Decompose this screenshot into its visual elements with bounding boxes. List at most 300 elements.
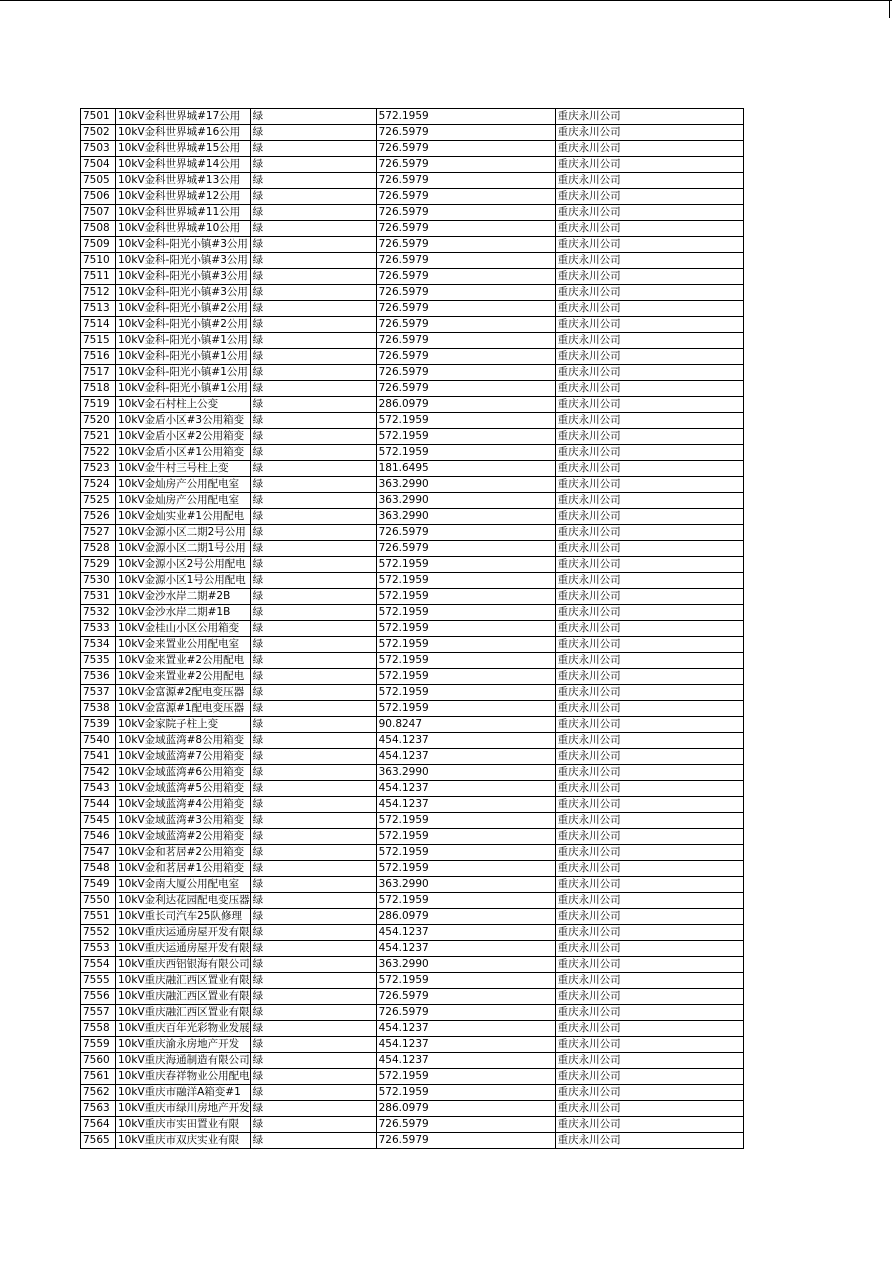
table-row xyxy=(81,765,744,781)
value-cell: 454.1237 xyxy=(376,1037,555,1053)
row-id-cell: 7531 xyxy=(81,589,116,605)
name-cell: 10kV金科-阳光小镇#1公用 xyxy=(116,333,251,349)
name-cell: 10kV重庆市绿川房地产开发 xyxy=(116,1101,251,1117)
color-cell: 绿 xyxy=(250,189,376,205)
row-id-cell: 7545 xyxy=(81,813,116,829)
company-cell: 重庆永川公司 xyxy=(555,221,743,237)
row-id-cell: 7528 xyxy=(81,541,116,557)
name-cell: 10kV金盾小区#1公用箱变 xyxy=(116,445,251,461)
row-id-cell: 7529 xyxy=(81,557,116,573)
name-cell: 10kV金南大厦公用配电室 xyxy=(116,877,251,893)
company-cell: 重庆永川公司 xyxy=(555,893,743,909)
value-cell: 572.1959 xyxy=(376,573,555,589)
name-cell: 10kV金域蓝湾#8公用箱变 xyxy=(116,733,251,749)
value-cell: 726.5979 xyxy=(376,317,555,333)
value-cell: 572.1959 xyxy=(376,1085,555,1101)
row-id-cell: 7522 xyxy=(81,445,116,461)
company-cell: 重庆永川公司 xyxy=(555,637,743,653)
company-cell: 重庆永川公司 xyxy=(555,525,743,541)
row-id-cell: 7523 xyxy=(81,461,116,477)
row-id-cell: 7504 xyxy=(81,157,116,173)
name-cell: 10kV重长司汽车25队修理 xyxy=(116,909,251,925)
company-cell: 重庆永川公司 xyxy=(555,285,743,301)
name-cell: 10kV重庆市实田置业有限 xyxy=(116,1117,251,1133)
color-cell: 绿 xyxy=(250,381,376,397)
color-cell: 绿 xyxy=(250,941,376,957)
company-cell: 重庆永川公司 xyxy=(555,1085,743,1101)
row-id-cell: 7525 xyxy=(81,493,116,509)
color-cell: 绿 xyxy=(250,509,376,525)
value-cell: 572.1959 xyxy=(376,685,555,701)
color-cell: 绿 xyxy=(250,429,376,445)
company-cell: 重庆永川公司 xyxy=(555,685,743,701)
color-cell: 绿 xyxy=(250,781,376,797)
company-cell: 重庆永川公司 xyxy=(555,1005,743,1021)
company-cell: 重庆永川公司 xyxy=(555,301,743,317)
name-cell: 10kV重庆海通制造有限公司 xyxy=(116,1053,251,1069)
table-row xyxy=(81,1117,744,1133)
company-cell: 重庆永川公司 xyxy=(555,141,743,157)
row-id-cell: 7555 xyxy=(81,973,116,989)
company-cell: 重庆永川公司 xyxy=(555,813,743,829)
name-cell: 10kV金利达花园配电变压器 xyxy=(116,893,251,909)
value-cell: 286.0979 xyxy=(376,1101,555,1117)
row-id-cell: 7513 xyxy=(81,301,116,317)
color-cell: 绿 xyxy=(250,157,376,173)
value-cell: 572.1959 xyxy=(376,1069,555,1085)
company-cell: 重庆永川公司 xyxy=(555,797,743,813)
color-cell: 绿 xyxy=(250,733,376,749)
value-cell: 726.5979 xyxy=(376,253,555,269)
company-cell: 重庆永川公司 xyxy=(555,589,743,605)
color-cell: 绿 xyxy=(250,557,376,573)
value-cell: 726.5979 xyxy=(376,205,555,221)
row-id-cell: 7557 xyxy=(81,1005,116,1021)
table-body xyxy=(81,109,744,1149)
table-row xyxy=(81,957,744,973)
name-cell: 10kV金灿实业#1公用配电 xyxy=(116,509,251,525)
row-id-cell: 7552 xyxy=(81,925,116,941)
company-cell: 重庆永川公司 xyxy=(555,317,743,333)
table-row xyxy=(81,1085,744,1101)
value-cell: 572.1959 xyxy=(376,861,555,877)
company-cell: 重庆永川公司 xyxy=(555,253,743,269)
company-cell: 重庆永川公司 xyxy=(555,333,743,349)
row-id-cell: 7544 xyxy=(81,797,116,813)
table-row xyxy=(81,845,744,861)
value-cell: 286.0979 xyxy=(376,397,555,413)
color-cell: 绿 xyxy=(250,1101,376,1117)
row-id-cell: 7517 xyxy=(81,365,116,381)
row-id-cell: 7547 xyxy=(81,845,116,861)
name-cell: 10kV金科世界城#16公用 xyxy=(116,125,251,141)
table-row xyxy=(81,541,744,557)
row-id-cell: 7518 xyxy=(81,381,116,397)
value-cell: 181.6495 xyxy=(376,461,555,477)
company-cell: 重庆永川公司 xyxy=(555,557,743,573)
company-cell: 重庆永川公司 xyxy=(555,413,743,429)
value-cell: 363.2990 xyxy=(376,877,555,893)
color-cell: 绿 xyxy=(250,861,376,877)
row-id-cell: 7543 xyxy=(81,781,116,797)
row-id-cell: 7527 xyxy=(81,525,116,541)
color-cell: 绿 xyxy=(250,1069,376,1085)
table-row xyxy=(81,397,744,413)
color-cell: 绿 xyxy=(250,829,376,845)
company-cell: 重庆永川公司 xyxy=(555,605,743,621)
value-cell: 572.1959 xyxy=(376,813,555,829)
value-cell: 454.1237 xyxy=(376,1053,555,1069)
row-id-cell: 7549 xyxy=(81,877,116,893)
row-id-cell: 7511 xyxy=(81,269,116,285)
name-cell: 10kV金家院子柱上变 xyxy=(116,717,251,733)
table-row xyxy=(81,893,744,909)
value-cell: 726.5979 xyxy=(376,141,555,157)
name-cell: 10kV金域蓝湾#6公用箱变 xyxy=(116,765,251,781)
table-row xyxy=(81,109,744,125)
name-cell: 10kV金域蓝湾#4公用箱变 xyxy=(116,797,251,813)
value-cell: 572.1959 xyxy=(376,621,555,637)
company-cell: 重庆永川公司 xyxy=(555,973,743,989)
row-id-cell: 7510 xyxy=(81,253,116,269)
table-row xyxy=(81,973,744,989)
value-cell: 726.5979 xyxy=(376,1133,555,1149)
row-id-cell: 7516 xyxy=(81,349,116,365)
color-cell: 绿 xyxy=(250,605,376,621)
row-id-cell: 7501 xyxy=(81,109,116,125)
color-cell: 绿 xyxy=(250,701,376,717)
name-cell: 10kV金沙水岸二期#2B xyxy=(116,589,251,605)
table-row xyxy=(81,669,744,685)
row-id-cell: 7508 xyxy=(81,221,116,237)
row-id-cell: 7548 xyxy=(81,861,116,877)
name-cell: 10kV金科世界城#15公用 xyxy=(116,141,251,157)
company-cell: 重庆永川公司 xyxy=(555,1021,743,1037)
table-row xyxy=(81,1133,744,1149)
table-row xyxy=(81,989,744,1005)
table-row xyxy=(81,733,744,749)
table-row xyxy=(81,157,744,173)
table-row xyxy=(81,413,744,429)
company-cell: 重庆永川公司 xyxy=(555,381,743,397)
row-id-cell: 7515 xyxy=(81,333,116,349)
color-cell: 绿 xyxy=(250,317,376,333)
name-cell: 10kV金富源#2配电变压器 xyxy=(116,685,251,701)
value-cell: 363.2990 xyxy=(376,765,555,781)
color-cell: 绿 xyxy=(250,1005,376,1021)
value-cell: 286.0979 xyxy=(376,909,555,925)
color-cell: 绿 xyxy=(250,989,376,1005)
value-cell: 726.5979 xyxy=(376,285,555,301)
value-cell: 726.5979 xyxy=(376,333,555,349)
table-row xyxy=(81,509,744,525)
name-cell: 10kV重庆春祥物业公用配电 xyxy=(116,1069,251,1085)
value-cell: 726.5979 xyxy=(376,189,555,205)
table-row xyxy=(81,925,744,941)
table-row xyxy=(81,125,744,141)
company-cell: 重庆永川公司 xyxy=(555,477,743,493)
table-row xyxy=(81,285,744,301)
table-row xyxy=(81,797,744,813)
color-cell: 绿 xyxy=(250,541,376,557)
name-cell: 10kV金科世界城#14公用 xyxy=(116,157,251,173)
name-cell: 10kV金科世界城#17公用 xyxy=(116,109,251,125)
row-id-cell: 7563 xyxy=(81,1101,116,1117)
row-id-cell: 7558 xyxy=(81,1021,116,1037)
value-cell: 726.5979 xyxy=(376,541,555,557)
row-id-cell: 7524 xyxy=(81,477,116,493)
row-id-cell: 7509 xyxy=(81,237,116,253)
value-cell: 572.1959 xyxy=(376,845,555,861)
name-cell: 10kV金源小区二期2号公用 xyxy=(116,525,251,541)
data-table xyxy=(80,108,744,1149)
value-cell: 572.1959 xyxy=(376,653,555,669)
company-cell: 重庆永川公司 xyxy=(555,1101,743,1117)
color-cell: 绿 xyxy=(250,525,376,541)
table-row xyxy=(81,461,744,477)
name-cell: 10kV重庆百年光彩物业发展 xyxy=(116,1021,251,1037)
table-row xyxy=(81,653,744,669)
table-row xyxy=(81,749,744,765)
row-id-cell: 7564 xyxy=(81,1117,116,1133)
color-cell: 绿 xyxy=(250,877,376,893)
row-id-cell: 7536 xyxy=(81,669,116,685)
name-cell: 10kV金牛村三号柱上变 xyxy=(116,461,251,477)
table-row xyxy=(81,1037,744,1053)
color-cell: 绿 xyxy=(250,909,376,925)
value-cell: 363.2990 xyxy=(376,493,555,509)
company-cell: 重庆永川公司 xyxy=(555,429,743,445)
company-cell: 重庆永川公司 xyxy=(555,733,743,749)
name-cell: 10kV重庆运通房屋开发有限 xyxy=(116,925,251,941)
table-row xyxy=(81,269,744,285)
name-cell: 10kV金科-阳光小镇#3公用 xyxy=(116,269,251,285)
value-cell: 726.5979 xyxy=(376,125,555,141)
table-row xyxy=(81,717,744,733)
company-cell: 重庆永川公司 xyxy=(555,397,743,413)
company-cell: 重庆永川公司 xyxy=(555,1117,743,1133)
row-id-cell: 7530 xyxy=(81,573,116,589)
company-cell: 重庆永川公司 xyxy=(555,541,743,557)
value-cell: 572.1959 xyxy=(376,413,555,429)
company-cell: 重庆永川公司 xyxy=(555,765,743,781)
color-cell: 绿 xyxy=(250,893,376,909)
color-cell: 绿 xyxy=(250,461,376,477)
value-cell: 454.1237 xyxy=(376,1021,555,1037)
table-row xyxy=(81,221,744,237)
row-id-cell: 7534 xyxy=(81,637,116,653)
color-cell: 绿 xyxy=(250,477,376,493)
color-cell: 绿 xyxy=(250,669,376,685)
table-row xyxy=(81,1021,744,1037)
name-cell: 10kV金科世界城#10公用 xyxy=(116,221,251,237)
company-cell: 重庆永川公司 xyxy=(555,717,743,733)
name-cell: 10kV金域蓝湾#2公用箱变 xyxy=(116,829,251,845)
name-cell: 10kV金富源#1配电变压器 xyxy=(116,701,251,717)
name-cell: 10kV金石村柱上公变 xyxy=(116,397,251,413)
name-cell: 10kV金源小区二期1号公用 xyxy=(116,541,251,557)
row-id-cell: 7565 xyxy=(81,1133,116,1149)
row-id-cell: 7520 xyxy=(81,413,116,429)
name-cell: 10kV金盾小区#3公用箱变 xyxy=(116,413,251,429)
row-id-cell: 7542 xyxy=(81,765,116,781)
value-cell: 572.1959 xyxy=(376,605,555,621)
table-row xyxy=(81,829,744,845)
color-cell: 绿 xyxy=(250,845,376,861)
value-cell: 454.1237 xyxy=(376,749,555,765)
color-cell: 绿 xyxy=(250,397,376,413)
table-row xyxy=(81,253,744,269)
table-row xyxy=(81,429,744,445)
value-cell: 572.1959 xyxy=(376,557,555,573)
company-cell: 重庆永川公司 xyxy=(555,461,743,477)
name-cell: 10kV重庆融汇西区置业有限 xyxy=(116,1005,251,1021)
color-cell: 绿 xyxy=(250,205,376,221)
row-id-cell: 7538 xyxy=(81,701,116,717)
company-cell: 重庆永川公司 xyxy=(555,749,743,765)
company-cell: 重庆永川公司 xyxy=(555,349,743,365)
color-cell: 绿 xyxy=(250,445,376,461)
row-id-cell: 7521 xyxy=(81,429,116,445)
table-row xyxy=(81,637,744,653)
value-cell: 90.8247 xyxy=(376,717,555,733)
color-cell: 绿 xyxy=(250,765,376,781)
table-row xyxy=(81,333,744,349)
name-cell: 10kV重庆融汇西区置业有限 xyxy=(116,989,251,1005)
company-cell: 重庆永川公司 xyxy=(555,269,743,285)
table-row xyxy=(81,525,744,541)
table-row xyxy=(81,237,744,253)
color-cell: 绿 xyxy=(250,333,376,349)
table-row xyxy=(81,173,744,189)
value-cell: 572.1959 xyxy=(376,669,555,685)
row-id-cell: 7503 xyxy=(81,141,116,157)
value-cell: 572.1959 xyxy=(376,701,555,717)
color-cell: 绿 xyxy=(250,173,376,189)
value-cell: 363.2990 xyxy=(376,509,555,525)
name-cell: 10kV金来置业#2公用配电 xyxy=(116,669,251,685)
value-cell: 726.5979 xyxy=(376,173,555,189)
row-id-cell: 7554 xyxy=(81,957,116,973)
color-cell: 绿 xyxy=(250,589,376,605)
value-cell: 726.5979 xyxy=(376,989,555,1005)
table-row xyxy=(81,477,744,493)
row-id-cell: 7556 xyxy=(81,989,116,1005)
value-cell: 572.1959 xyxy=(376,429,555,445)
name-cell: 10kV金来置业#2公用配电 xyxy=(116,653,251,669)
company-cell: 重庆永川公司 xyxy=(555,941,743,957)
value-cell: 454.1237 xyxy=(376,781,555,797)
table-row xyxy=(81,573,744,589)
name-cell: 10kV金桂山小区公用箱变 xyxy=(116,621,251,637)
row-id-cell: 7514 xyxy=(81,317,116,333)
color-cell: 绿 xyxy=(250,1053,376,1069)
table-row xyxy=(81,1005,744,1021)
company-cell: 重庆永川公司 xyxy=(555,1133,743,1149)
value-cell: 572.1959 xyxy=(376,109,555,125)
table-row xyxy=(81,317,744,333)
name-cell: 10kV金来置业公用配电室 xyxy=(116,637,251,653)
color-cell: 绿 xyxy=(250,109,376,125)
row-id-cell: 7532 xyxy=(81,605,116,621)
name-cell: 10kV金科-阳光小镇#3公用 xyxy=(116,253,251,269)
table-row xyxy=(81,365,744,381)
table-row xyxy=(81,877,744,893)
color-cell: 绿 xyxy=(250,957,376,973)
table-row xyxy=(81,605,744,621)
row-id-cell: 7502 xyxy=(81,125,116,141)
color-cell: 绿 xyxy=(250,797,376,813)
color-cell: 绿 xyxy=(250,685,376,701)
company-cell: 重庆永川公司 xyxy=(555,669,743,685)
table-row xyxy=(81,861,744,877)
value-cell: 726.5979 xyxy=(376,525,555,541)
company-cell: 重庆永川公司 xyxy=(555,621,743,637)
name-cell: 10kV金源小区2号公用配电 xyxy=(116,557,251,573)
company-cell: 重庆永川公司 xyxy=(555,909,743,925)
row-id-cell: 7537 xyxy=(81,685,116,701)
name-cell: 10kV金科世界城#13公用 xyxy=(116,173,251,189)
color-cell: 绿 xyxy=(250,1085,376,1101)
color-cell: 绿 xyxy=(250,253,376,269)
color-cell: 绿 xyxy=(250,269,376,285)
value-cell: 572.1959 xyxy=(376,973,555,989)
company-cell: 重庆永川公司 xyxy=(555,925,743,941)
table-row xyxy=(81,1101,744,1117)
company-cell: 重庆永川公司 xyxy=(555,205,743,221)
value-cell: 726.5979 xyxy=(376,1117,555,1133)
name-cell: 10kV金域蓝湾#5公用箱变 xyxy=(116,781,251,797)
table-row xyxy=(81,301,744,317)
table-row xyxy=(81,445,744,461)
value-cell: 454.1237 xyxy=(376,925,555,941)
color-cell: 绿 xyxy=(250,1117,376,1133)
color-cell: 绿 xyxy=(250,365,376,381)
value-cell: 572.1959 xyxy=(376,589,555,605)
name-cell: 10kV重庆运通房屋开发有限 xyxy=(116,941,251,957)
color-cell: 绿 xyxy=(250,813,376,829)
name-cell: 10kV金和茗居#1公用箱变 xyxy=(116,861,251,877)
name-cell: 10kV金科-阳光小镇#2公用 xyxy=(116,317,251,333)
name-cell: 10kV金域蓝湾#7公用箱变 xyxy=(116,749,251,765)
row-id-cell: 7506 xyxy=(81,189,116,205)
row-id-cell: 7507 xyxy=(81,205,116,221)
color-cell: 绿 xyxy=(250,493,376,509)
company-cell: 重庆永川公司 xyxy=(555,701,743,717)
value-cell: 454.1237 xyxy=(376,797,555,813)
company-cell: 重庆永川公司 xyxy=(555,845,743,861)
company-cell: 重庆永川公司 xyxy=(555,861,743,877)
table-row xyxy=(81,781,744,797)
name-cell: 10kV金科-阳光小镇#1公用 xyxy=(116,381,251,397)
company-cell: 重庆永川公司 xyxy=(555,829,743,845)
color-cell: 绿 xyxy=(250,973,376,989)
row-id-cell: 7560 xyxy=(81,1053,116,1069)
company-cell: 重庆永川公司 xyxy=(555,509,743,525)
value-cell: 726.5979 xyxy=(376,365,555,381)
name-cell: 10kV重庆市融洋A箱变#1 xyxy=(116,1085,251,1101)
row-id-cell: 7512 xyxy=(81,285,116,301)
table-row xyxy=(81,941,744,957)
value-cell: 726.5979 xyxy=(376,349,555,365)
company-cell: 重庆永川公司 xyxy=(555,445,743,461)
row-id-cell: 7553 xyxy=(81,941,116,957)
name-cell: 10kV金科-阳光小镇#1公用 xyxy=(116,365,251,381)
row-id-cell: 7535 xyxy=(81,653,116,669)
company-cell: 重庆永川公司 xyxy=(555,877,743,893)
row-id-cell: 7526 xyxy=(81,509,116,525)
company-cell: 重庆永川公司 xyxy=(555,989,743,1005)
